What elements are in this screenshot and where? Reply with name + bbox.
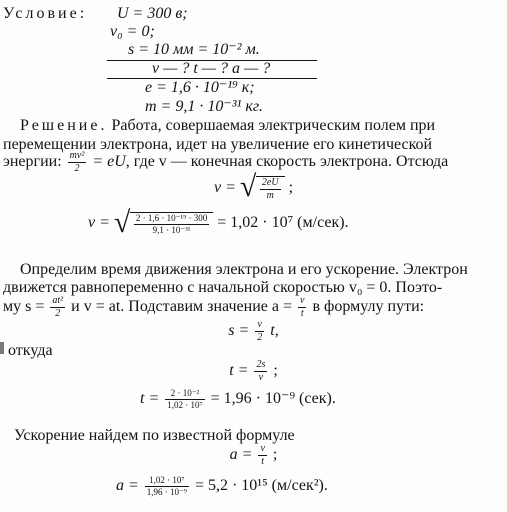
path-eq-denominator: 2 bbox=[257, 332, 263, 343]
energy-word: энергии: bbox=[3, 153, 62, 171]
time-formula-fraction bbox=[254, 360, 267, 383]
given-electron-charge: e = 1,6 · 10⁻¹⁹ к; bbox=[145, 79, 255, 96]
velocity-formula-denominator: m bbox=[266, 190, 274, 201]
accel-def-denominator: t bbox=[300, 308, 304, 319]
time-calc-result: = 1,96 · 10⁻⁹ (сек). bbox=[210, 390, 336, 408]
velocity-calc-lhs: v = bbox=[88, 214, 110, 232]
velocity-formula-root bbox=[239, 170, 285, 203]
kinetic-energy-rhs: = eU, bbox=[92, 153, 130, 171]
time-formula-lhs: t = bbox=[229, 362, 249, 380]
velocity-formula-end: ; bbox=[288, 179, 294, 197]
velocity-calc-result: = 1,02 · 10⁷ (м/сек). bbox=[217, 214, 349, 232]
path-eq-numerator: v bbox=[255, 320, 264, 332]
given-distance: s = 10 мм = 10⁻² м. bbox=[128, 41, 260, 58]
para2-line3-c: в формулу пути: bbox=[312, 298, 425, 316]
velocity-calc-root bbox=[113, 206, 213, 239]
time-calc-lhs: t = bbox=[140, 390, 160, 408]
kinetic-energy-numerator: mv² bbox=[69, 150, 85, 161]
time-calc-numerator: 2 · 10⁻² bbox=[165, 389, 204, 400]
velocity-calculation bbox=[88, 206, 349, 239]
given-unknowns: v — ? t — ? a — ? bbox=[152, 60, 271, 77]
time-formula-numerator: 2s bbox=[256, 359, 266, 370]
path-eq-lhs: s = bbox=[228, 322, 250, 340]
radical-sign: √ bbox=[239, 170, 257, 203]
time-formula-end: ; bbox=[273, 362, 278, 380]
path-eq-fraction bbox=[255, 320, 264, 343]
para2-line3-a: му s = bbox=[3, 298, 45, 316]
solution-para1-line2: перемещении электрона, идет на увеличение его кинетической bbox=[3, 136, 433, 153]
velocity-formula-numerator: 2eU bbox=[261, 177, 279, 188]
velocity-formula-fraction bbox=[260, 178, 281, 201]
accel-formula-lhs: a = bbox=[229, 446, 253, 464]
time-formula bbox=[0, 360, 507, 383]
path-numerator: at² bbox=[52, 295, 64, 306]
given-initial-velocity: v₀ = 0; bbox=[110, 23, 155, 40]
acceleration-calculation bbox=[116, 476, 328, 497]
velocity-calc-fraction bbox=[134, 214, 209, 235]
radical-sign-2: √ bbox=[113, 206, 131, 239]
time-calculation bbox=[140, 389, 336, 410]
accel-calc-result: = 5,2 · 10¹⁵ (м/сек²). bbox=[194, 477, 328, 495]
para2-line3-b: и v = at. Подставим значение a = bbox=[71, 298, 292, 316]
solution-heading: Решение. bbox=[20, 117, 108, 134]
given-electron-mass: m = 9,1 · 10⁻³¹ кг. bbox=[145, 98, 263, 115]
acceleration-formula bbox=[0, 444, 507, 467]
path-denominator: 2 bbox=[55, 308, 61, 319]
kinetic-energy-fraction bbox=[68, 151, 87, 174]
given-voltage: U = 300 в; bbox=[117, 5, 188, 22]
path-eq-rhs: t, bbox=[270, 322, 279, 340]
velocity-formula-lhs: v = bbox=[213, 179, 236, 197]
solution-para1-line3 bbox=[3, 151, 448, 174]
accel-formula-numerator: v bbox=[260, 443, 265, 454]
solution-para2-line2: движется равнопеременно с начальной скоростью v₀ = 0. Поэто- bbox=[3, 279, 443, 296]
accel-formula-denominator: t bbox=[261, 456, 265, 467]
where-text: где v — конечная скорость электрона. Отсюда bbox=[133, 153, 449, 171]
accel-calc-lhs: a = bbox=[116, 477, 139, 495]
accel-calc-numerator: 1,02 · 10⁷ bbox=[145, 476, 189, 487]
solution-line-1 bbox=[20, 118, 435, 134]
velocity-formula bbox=[0, 170, 507, 203]
acceleration-text: Ускорение найдем по известной формуле bbox=[14, 427, 295, 444]
time-calc-fraction bbox=[165, 389, 204, 410]
kinetic-energy-denominator: 2 bbox=[74, 163, 80, 174]
solution-para2-line1: Определим время движения электрона и его ускорение. Электрон bbox=[20, 261, 468, 278]
given-label: Условие: bbox=[3, 5, 88, 22]
accel-calc-fraction bbox=[145, 476, 189, 497]
time-calc-denominator: 1,02 · 10⁷ bbox=[167, 400, 203, 410]
accel-def-numerator: v bbox=[300, 295, 305, 306]
solution-para2-line3 bbox=[3, 296, 424, 319]
whence-text: откуда bbox=[8, 342, 53, 359]
time-formula-denominator: v bbox=[258, 372, 264, 383]
accel-formula-fraction bbox=[258, 444, 266, 467]
velocity-calc-numerator: 2 · 1,6 · 10⁻¹⁹ · 300 bbox=[135, 213, 208, 223]
accel-formula-end: ; bbox=[272, 446, 278, 464]
path-equation bbox=[0, 320, 507, 343]
solution-para1-line1: Работа, совершаемая электрическим полем при bbox=[111, 117, 436, 134]
accel-calc-denominator: 1,96 · 10⁻⁹ bbox=[146, 487, 187, 497]
accel-def-fraction bbox=[298, 296, 306, 319]
velocity-calc-denominator: 9,1 · 10⁻³¹ bbox=[152, 225, 191, 235]
margin-mark bbox=[0, 342, 4, 354]
path-fraction bbox=[50, 296, 65, 319]
